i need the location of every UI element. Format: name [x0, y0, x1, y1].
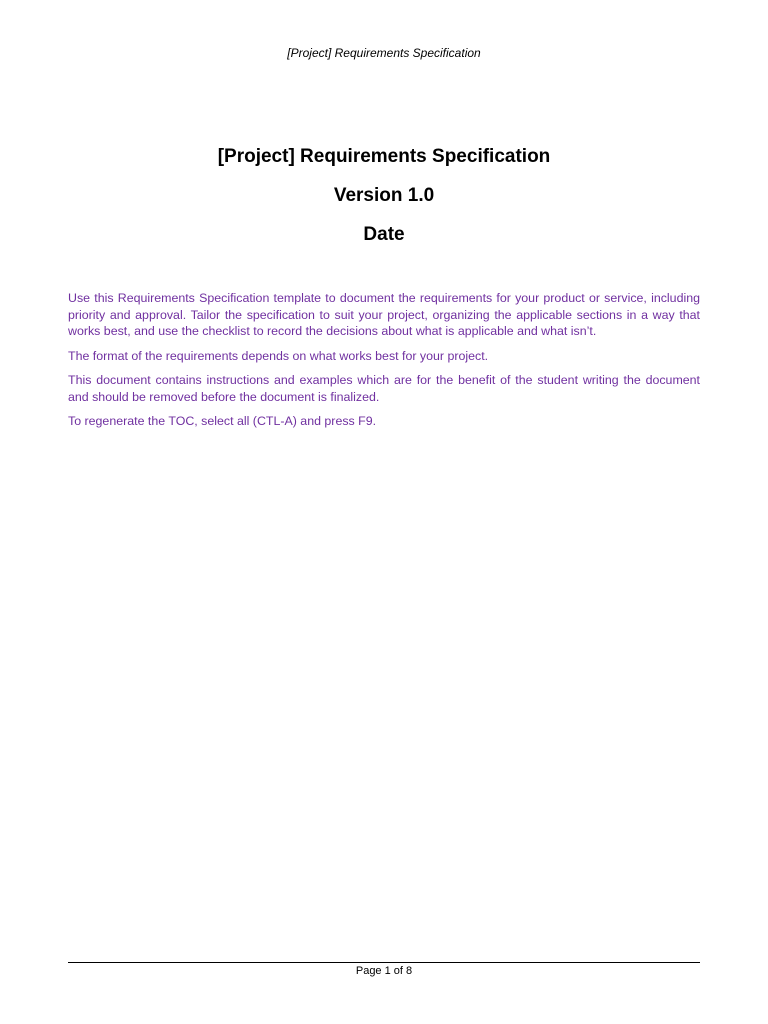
document-title: [Project] Requirements Specification [217, 146, 551, 167]
page-number: Page 1 of 8 [355, 965, 413, 977]
instruction-paragraph: The format of the requirements depends on what works best for your project. [68, 348, 489, 363]
footer-divider [68, 962, 700, 963]
instruction-paragraph: To regenerate the TOC, select all (CTL-A) and press F9. [68, 414, 377, 428]
instruction-paragraph: This document contains instructions and examples which are for the benefit of the student writing the document and should be removed before the document is finalized. [68, 373, 700, 404]
document-date: Date [363, 224, 405, 245]
instruction-paragraph: Use this Requirements Specification template to document the requirements for your product or service, including priority and approval. Tailor the specification to suit your project, organizing the applicable sections in a way that works best, and use the checklist to record the decisions about what is applicable and what isn’t. [68, 291, 700, 338]
title-block [0, 144, 768, 261]
instruction-text [68, 290, 700, 438]
running-header: [Project] Requirements Specification [287, 46, 481, 60]
document-version: Version 1.0 [333, 185, 435, 206]
